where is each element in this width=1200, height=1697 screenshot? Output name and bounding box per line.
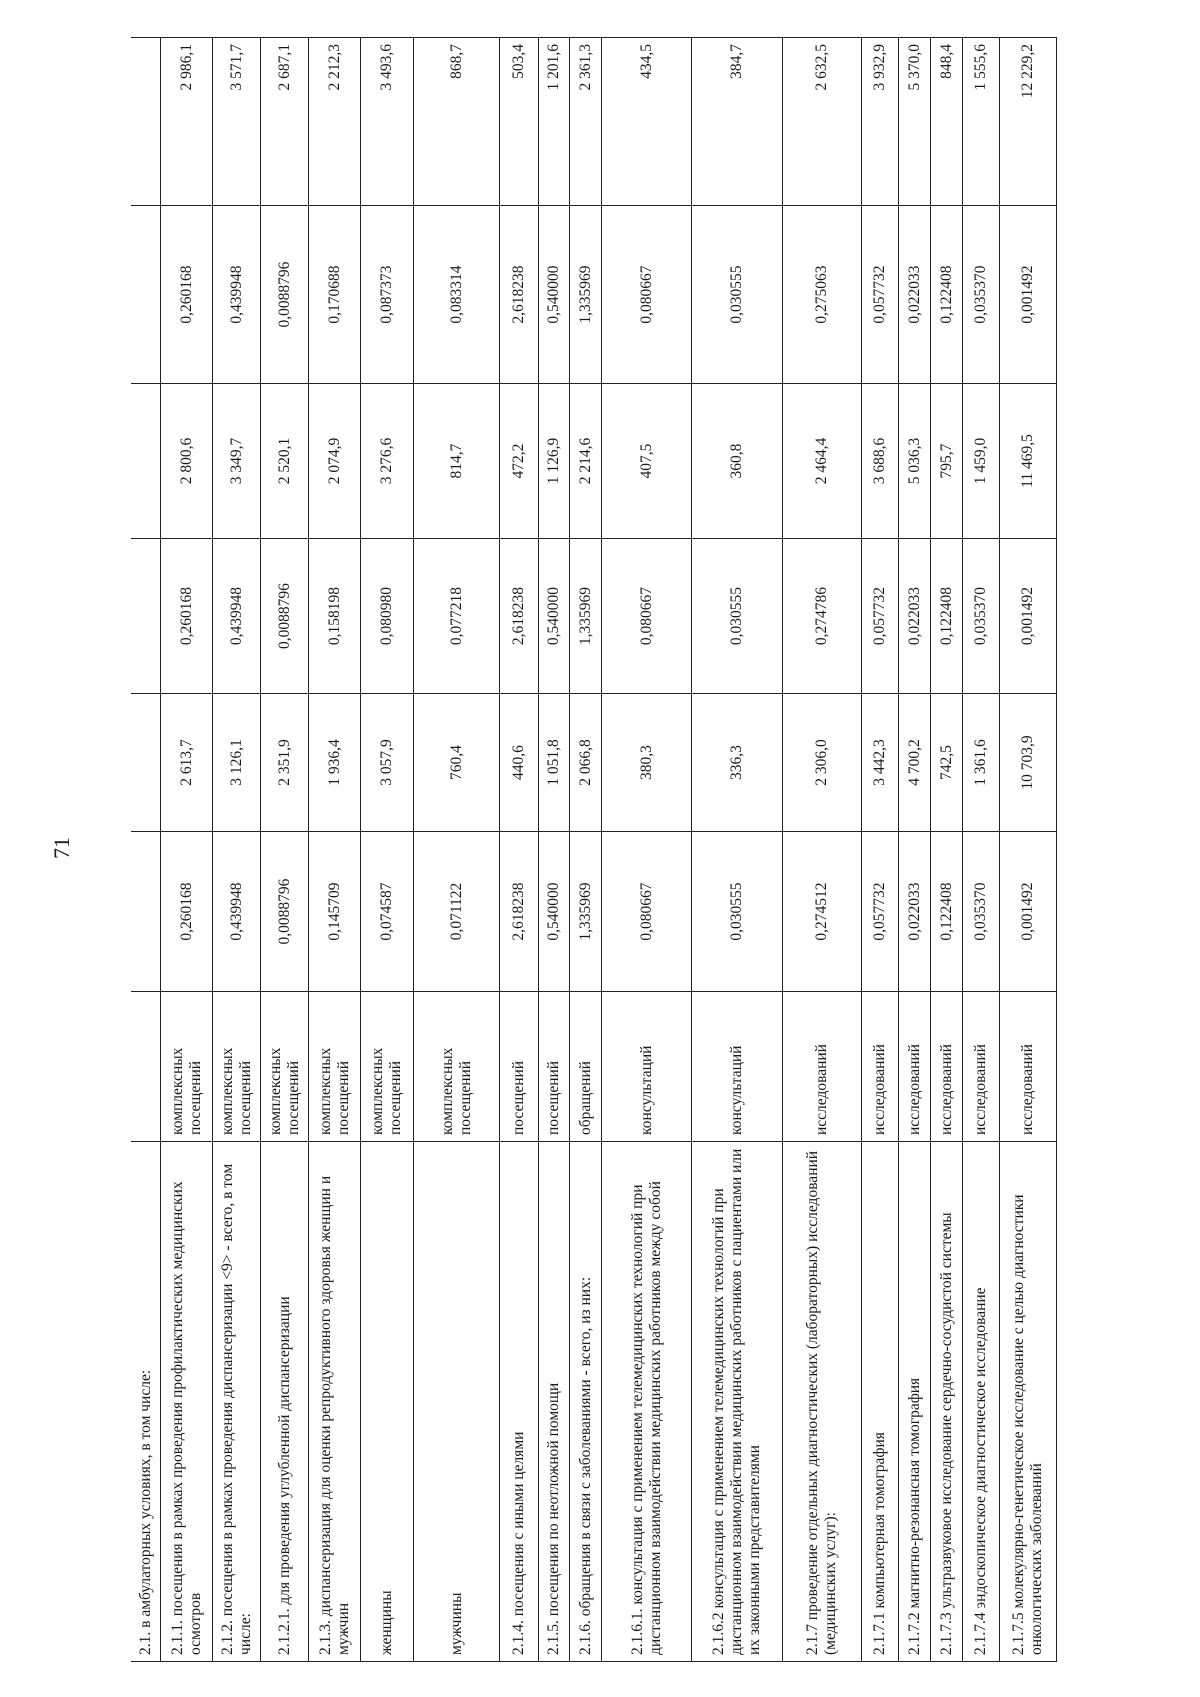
table-row [898, 38, 931, 1662]
empty-cell [131, 38, 160, 206]
table-row [601, 38, 692, 1662]
value-cell: 3 126,1 [213, 694, 261, 832]
value-cell: 2 306,0 [782, 694, 861, 832]
section-header-row [131, 38, 160, 1662]
value-cell: 1 555,6 [963, 38, 1000, 206]
value-cell: 0,275063 [782, 206, 861, 384]
table-row [931, 38, 963, 1662]
value-cell: 1 051,8 [538, 694, 570, 832]
value-cell: 0,122408 [931, 832, 963, 992]
row-name: 2.1.5. посещения по неотложной помощи [538, 1142, 570, 1662]
value-cell: 0,0088796 [261, 539, 309, 694]
value-cell: 3 571,7 [213, 38, 261, 206]
value-cell: 10 703,9 [1000, 694, 1057, 832]
table-row [213, 38, 261, 1662]
data-table [131, 37, 1057, 1662]
value-cell: 2 687,1 [261, 38, 309, 206]
page-number: 71 [49, 837, 74, 859]
table-row [309, 38, 360, 1662]
row-unit: консультаций [692, 992, 783, 1142]
value-cell: 5 370,0 [898, 38, 931, 206]
value-cell: 2 212,3 [309, 38, 360, 206]
row-name: 2.1.3. диспансеризация для оценки репродуктивного здоровья женщин и мужчин [309, 1142, 360, 1662]
row-name: мужчины [414, 1142, 500, 1662]
table-row [1000, 38, 1057, 1662]
value-cell: 2 351,9 [261, 694, 309, 832]
value-cell: 2 074,9 [309, 384, 360, 539]
value-cell: 0,260168 [160, 539, 212, 694]
row-name: 2.1.2. посещения в рамках проведения диспансеризации <9> - всего, в том числе: [213, 1142, 261, 1662]
value-cell: 1 361,6 [963, 694, 1000, 832]
row-name: 2.1.2.1. для проведения углубленной диспансеризации [261, 1142, 309, 1662]
value-cell: 1 936,4 [309, 694, 360, 832]
row-unit: посещений [500, 992, 538, 1142]
row-name: 2.1.7 проведение отдельных диагностических (лабораторных) исследований (медицинских услуг): [782, 1142, 861, 1662]
value-cell: 2 520,1 [261, 384, 309, 539]
table-row [500, 38, 538, 1662]
section-header: 2.1. в амбулаторных условиях, в том числе: [131, 1142, 160, 1662]
value-cell: 0,030555 [692, 539, 783, 694]
value-cell: 0,030555 [692, 832, 783, 992]
value-cell: 5 036,3 [898, 384, 931, 539]
value-cell: 2,618238 [500, 832, 538, 992]
row-name: 2.1.7.2 магнитно-резонансная томография [898, 1142, 931, 1662]
value-cell: 2 066,8 [570, 694, 602, 832]
table-row [963, 38, 1000, 1662]
value-cell: 0,080667 [601, 539, 692, 694]
value-cell: 0,074587 [360, 832, 413, 992]
value-cell: 2 986,1 [160, 38, 212, 206]
value-cell: 0,087373 [360, 206, 413, 384]
value-cell: 0,439948 [213, 539, 261, 694]
value-cell: 0,170688 [309, 206, 360, 384]
value-cell: 0,0088796 [261, 206, 309, 384]
empty-cell [131, 992, 160, 1142]
row-name: 2.1.7.1 компьютерная томография [861, 1142, 898, 1662]
value-cell: 0,001492 [1000, 832, 1057, 992]
value-cell: 11 469,5 [1000, 384, 1057, 539]
row-name: 2.1.7.3 ультразвуковое исследование сердечно-сосудистой системы [931, 1142, 963, 1662]
row-unit: исследований [963, 992, 1000, 1142]
value-cell: 3 442,3 [861, 694, 898, 832]
row-unit: консультаций [601, 992, 692, 1142]
table-row [570, 38, 602, 1662]
value-cell: 848,4 [931, 38, 963, 206]
value-cell: 2 361,3 [570, 38, 602, 206]
value-cell: 2 613,7 [160, 694, 212, 832]
value-cell: 1 126,9 [538, 384, 570, 539]
empty-cell [131, 832, 160, 992]
table-body [131, 38, 1057, 1662]
value-cell: 795,7 [931, 384, 963, 539]
row-name: 2.1.6.2 консультация с применением телемедицинских технологий при дистанционном взаимодействии медицинских работников с пациентами или их законными представителями [692, 1142, 783, 1662]
value-cell: 3 493,6 [360, 38, 413, 206]
value-cell: 3 276,6 [360, 384, 413, 539]
value-cell: 2,618238 [500, 206, 538, 384]
value-cell: 2 800,6 [160, 384, 212, 539]
row-unit: комплексных посещений [160, 992, 212, 1142]
value-cell: 407,5 [601, 384, 692, 539]
value-cell: 0,274786 [782, 539, 861, 694]
row-name: женщины [360, 1142, 413, 1662]
row-name: 2.1.7.5 молекулярно-генетическое исследование с целью диагностики онкологических заболеваний [1000, 1142, 1057, 1662]
value-cell: 0,260168 [160, 832, 212, 992]
value-cell: 0,022033 [898, 206, 931, 384]
table-container [131, 38, 1057, 1662]
value-cell: 1,335969 [570, 206, 602, 384]
row-unit: исследований [782, 992, 861, 1142]
empty-cell [131, 206, 160, 384]
row-unit: комплексных посещений [360, 992, 413, 1142]
value-cell: 384,7 [692, 38, 783, 206]
value-cell: 0,274512 [782, 832, 861, 992]
value-cell: 0,001492 [1000, 206, 1057, 384]
table-row [414, 38, 500, 1662]
row-name: 2.1.6. обращения в связи с заболеваниями - всего, из них: [570, 1142, 602, 1662]
row-unit: посещений [538, 992, 570, 1142]
table-row [261, 38, 309, 1662]
value-cell: 742,5 [931, 694, 963, 832]
value-cell: 0,035370 [963, 206, 1000, 384]
value-cell: 0,540000 [538, 206, 570, 384]
value-cell: 0,145709 [309, 832, 360, 992]
value-cell: 0,080667 [601, 832, 692, 992]
value-cell: 0,071122 [414, 832, 500, 992]
row-unit: исследований [1000, 992, 1057, 1142]
empty-cell [131, 539, 160, 694]
value-cell: 503,4 [500, 38, 538, 206]
table-row [160, 38, 212, 1662]
value-cell: 0,439948 [213, 206, 261, 384]
empty-cell [131, 384, 160, 539]
value-cell: 3 688,6 [861, 384, 898, 539]
table-row [861, 38, 898, 1662]
value-cell: 0,080980 [360, 539, 413, 694]
value-cell: 0,083314 [414, 206, 500, 384]
table-row [782, 38, 861, 1662]
value-cell: 0,035370 [963, 832, 1000, 992]
value-cell: 814,7 [414, 384, 500, 539]
value-cell: 3 349,7 [213, 384, 261, 539]
value-cell: 440,6 [500, 694, 538, 832]
table-row [692, 38, 783, 1662]
value-cell: 472,2 [500, 384, 538, 539]
value-cell: 3 057,9 [360, 694, 413, 832]
value-cell: 0,057732 [861, 832, 898, 992]
value-cell: 4 700,2 [898, 694, 931, 832]
value-cell: 360,8 [692, 384, 783, 539]
value-cell: 0,080667 [601, 206, 692, 384]
value-cell: 0,260168 [160, 206, 212, 384]
value-cell: 0,001492 [1000, 539, 1057, 694]
value-cell: 0,057732 [861, 206, 898, 384]
row-unit: обращений [570, 992, 602, 1142]
row-name: 2.1.1. посещения в рамках проведения профилактических медицинских осмотров [160, 1142, 212, 1662]
value-cell: 3 932,9 [861, 38, 898, 206]
value-cell: 0,439948 [213, 832, 261, 992]
value-cell: 434,5 [601, 38, 692, 206]
value-cell: 380,3 [601, 694, 692, 832]
value-cell: 868,7 [414, 38, 500, 206]
row-unit: исследований [931, 992, 963, 1142]
value-cell: 1 201,6 [538, 38, 570, 206]
value-cell: 0,122408 [931, 206, 963, 384]
row-name: 2.1.6.1. консультация с применением телемедицинских технологий при дистанционном взаимодействии медицинских работников между собой [601, 1142, 692, 1662]
value-cell: 12 229,2 [1000, 38, 1057, 206]
value-cell: 0,077218 [414, 539, 500, 694]
row-unit: комплексных посещений [261, 992, 309, 1142]
row-unit: комплексных посещений [309, 992, 360, 1142]
row-unit: комплексных посещений [414, 992, 500, 1142]
value-cell: 0,030555 [692, 206, 783, 384]
value-cell: 760,4 [414, 694, 500, 832]
value-cell: 0,057732 [861, 539, 898, 694]
row-name: 2.1.4. посещения с иными целями [500, 1142, 538, 1662]
value-cell: 0,035370 [963, 539, 1000, 694]
value-cell: 1 459,0 [963, 384, 1000, 539]
value-cell: 1,335969 [570, 539, 602, 694]
empty-cell [131, 694, 160, 832]
value-cell: 0,022033 [898, 539, 931, 694]
value-cell: 0,0088796 [261, 832, 309, 992]
value-cell: 0,540000 [538, 832, 570, 992]
value-cell: 336,3 [692, 694, 783, 832]
value-cell: 2 632,5 [782, 38, 861, 206]
value-cell: 1,335969 [570, 832, 602, 992]
row-unit: исследований [861, 992, 898, 1142]
value-cell: 0,540000 [538, 539, 570, 694]
table-row [360, 38, 413, 1662]
value-cell: 2 214,6 [570, 384, 602, 539]
value-cell: 0,122408 [931, 539, 963, 694]
value-cell: 0,022033 [898, 832, 931, 992]
value-cell: 2 464,4 [782, 384, 861, 539]
table-row [538, 38, 570, 1662]
value-cell: 2,618238 [500, 539, 538, 694]
row-unit: комплексных посещений [213, 992, 261, 1142]
value-cell: 0,158198 [309, 539, 360, 694]
row-name: 2.1.7.4 эндоскопическое диагностическое исследование [963, 1142, 1000, 1662]
row-unit: исследований [898, 992, 931, 1142]
